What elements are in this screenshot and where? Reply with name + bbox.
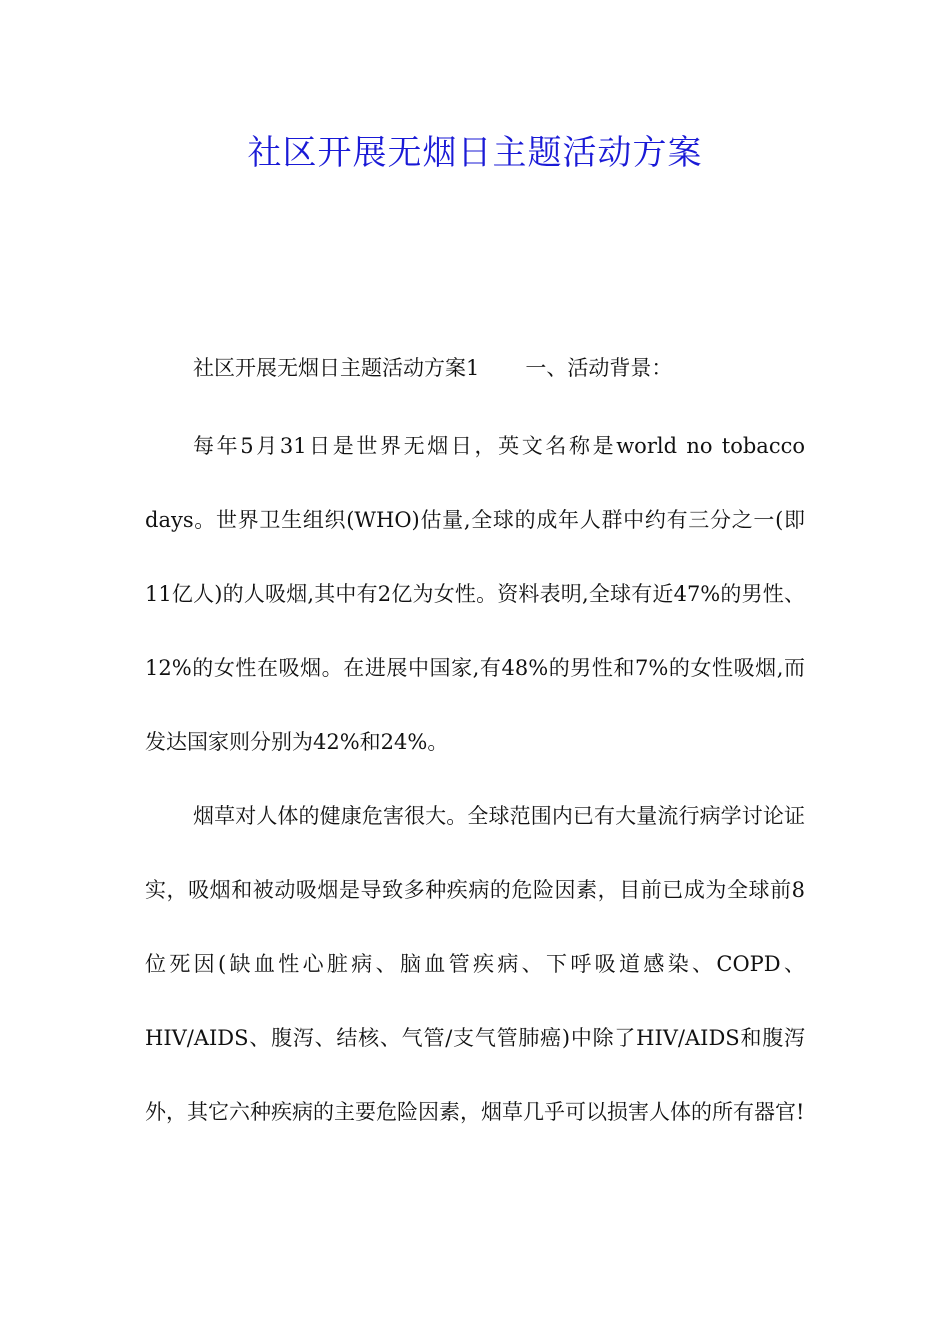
section-heading: 一、活动背景：	[525, 356, 673, 380]
section-title: 社区开展无烟日主题活动方案1	[193, 356, 480, 380]
section-heading-line	[145, 331, 805, 405]
paragraph: 每年5月31日是世界无烟日，英文名称是world no tobacco days。世界卫生组织(WHO)估量,全球的成年人群中约有三分之一(即11亿人)的人吸烟,其中有2亿为女性。资料表明,全球有近47%的男性、12%的女性在吸烟。在进展中国家,有48%的男性和7%的女性吸烟,而发达国家则分别为42%和24%。	[145, 434, 805, 754]
paragraph: 烟草对人体的健康危害很大。全球范围内已有大量流行病学讨论证实，吸烟和被动吸烟是导致多种疾病的危险因素，目前已成为全球前8位死因(缺血性心脏病、脑血管疾病、下呼吸道感染、COPD、HIV/AIDS、腹泻、结核、气管/支气管肺癌)中除了HIV/AIDS和腹泻外，其它六种疾病的主要危险因素，烟草几乎可以损害人体的所有器官!	[145, 804, 805, 1124]
document-title: 社区开展无烟日主题活动方案	[247, 133, 703, 173]
document-body	[145, 331, 805, 1149]
